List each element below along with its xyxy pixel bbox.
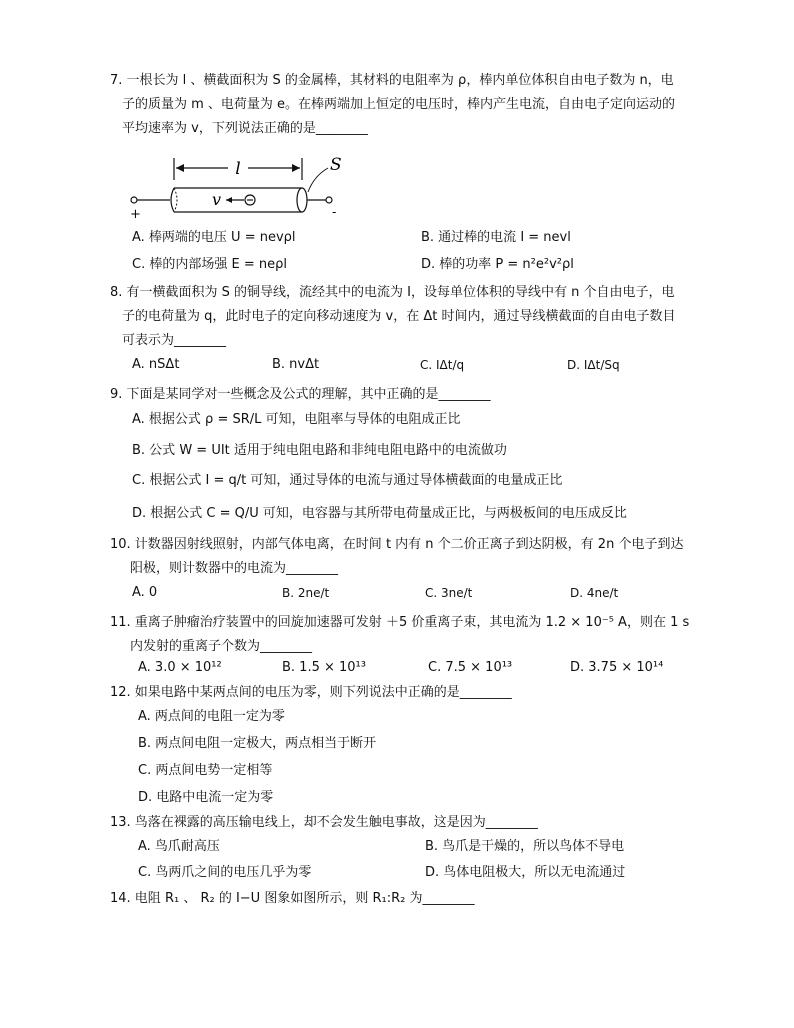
q10-option-a: A. 0 (132, 585, 158, 600)
velocity-label: v (212, 190, 222, 209)
q14-line-1: 14. 电阻 R₁ 、 R₂ 的 I−U 图象如图所示，则 R₁:R₂ 为________ (110, 891, 475, 906)
area-label: S (330, 155, 342, 175)
q11-line-1: 11. 重离子肿瘤治疗装置中的回旋加速器可发射 ＋5 价重离子束，其电流为 1.2 × 10⁻⁵ A，则在 1 s (110, 615, 690, 630)
q8-line-2: 子的电荷量为 q，此时电子的定向移动速度为 v，在 Δt 时间内，通过导线横截面的自由电子数目 (122, 309, 676, 324)
q12-option-a: A. 两点间的电阻一定为零 (138, 709, 285, 724)
q11-option-c: C. 7.5 × 10¹³ (428, 660, 513, 675)
metal-rod-figure (126, 150, 356, 222)
q13-option-b: B. 鸟爪是干燥的，所以鸟体不导电 (425, 839, 625, 854)
q9-option-a: A. 根据公式 ρ = SR/L 可知，电阻率与导体的电阻成正比 (132, 412, 461, 427)
q7-line-2: 子的质量为 m 、电荷量为 e。在棒两端加上恒定的电压时，棒内产生电流，自由电子定向运动的 (122, 97, 676, 112)
q13-option-d: D. 鸟体电阻极大，所以无电流通过 (425, 865, 626, 880)
q7-line-1: 7. 一根长为 l 、横截面积为 S 的金属棒，其材料的电阻率为 ρ，棒内单位体积自由电子数为 n，电 (110, 73, 674, 88)
q7-option-d: D. 棒的功率 P = n²e²v²ρl (421, 257, 574, 272)
q9-option-d: D. 根据公式 C = Q/U 可知，电容器与其所带电荷量成正比，与两极板间的电压成反比 (132, 506, 627, 521)
q13-option-c: C. 鸟两爪之间的电压几乎为零 (138, 865, 312, 880)
q11-option-a: A. 3.0 × 10¹² (138, 660, 222, 675)
minus-terminal: - (332, 205, 337, 220)
q13-option-a: A. 鸟爪耐高压 (138, 839, 220, 854)
q10-option-c: C. 3ne/t (425, 586, 473, 600)
q10-option-b: B. 2ne/t (282, 586, 330, 600)
q9-line-1: 9. 下面是某同学对一些概念及公式的理解，其中正确的是________ (110, 387, 491, 402)
q7-option-a: A. 棒两端的电压 U = nevρl (132, 230, 296, 245)
q8-option-c: C. IΔt/q (420, 358, 465, 372)
q11-line-2: 内发射的重离子个数为________ (130, 639, 313, 654)
q12-line-1: 12. 如果电路中某两点间的电压为零，则下列说法中正确的是________ (110, 685, 512, 700)
plus-terminal: + (130, 207, 141, 222)
q13-line-1: 13. 鸟落在裸露的高压输电线上，却不会发生触电事故，这是因为________ (110, 815, 538, 830)
q11-option-d: D. 3.75 × 10¹⁴ (570, 660, 664, 675)
q7-line-3: 平均速率为 v，下列说法正确的是________ (122, 121, 368, 136)
q8-option-b: B. nvΔt (272, 357, 320, 372)
q12-option-d: D. 电路中电流一定为零 (138, 790, 274, 805)
q10-option-d: D. 4ne/t (570, 586, 619, 600)
q8-line-3: 可表示为________ (122, 333, 227, 348)
q12-option-c: C. 两点间电势一定相等 (138, 763, 273, 778)
q9-option-b: B. 公式 W = UIt 适用于纯电阻电路和非纯电阻电路中的电流做功 (132, 443, 507, 458)
q11-option-b: B. 1.5 × 10¹³ (282, 660, 366, 675)
length-label: l (235, 159, 241, 179)
q8-line-1: 8. 有一横截面积为 S 的铜导线，流经其中的电流为 I，设每单位体积的导线中有 n 个自由电子，电 (110, 285, 675, 300)
q8-option-d: D. IΔt/Sq (567, 358, 620, 372)
q7-option-b: B. 通过棒的电流 I = nevl (421, 230, 571, 245)
q12-option-b: B. 两点间电阻一定极大，两点相当于断开 (138, 736, 377, 751)
q10-line-2: 阳极，则计数器中的电流为________ (130, 561, 339, 576)
q9-option-c: C. 根据公式 I = q/t 可知，通过导体的电流与通过导体横截面的电量成正比 (132, 473, 563, 488)
q8-option-a: A. nSΔt (132, 357, 180, 372)
q7-option-c: C. 棒的内部场强 E = neρl (132, 257, 287, 272)
q10-line-1: 10. 计数器因射线照射，内部气体电离，在时间 t 内有 n 个二价正离子到达阴极，有 2n 个电子到达 (110, 537, 684, 552)
